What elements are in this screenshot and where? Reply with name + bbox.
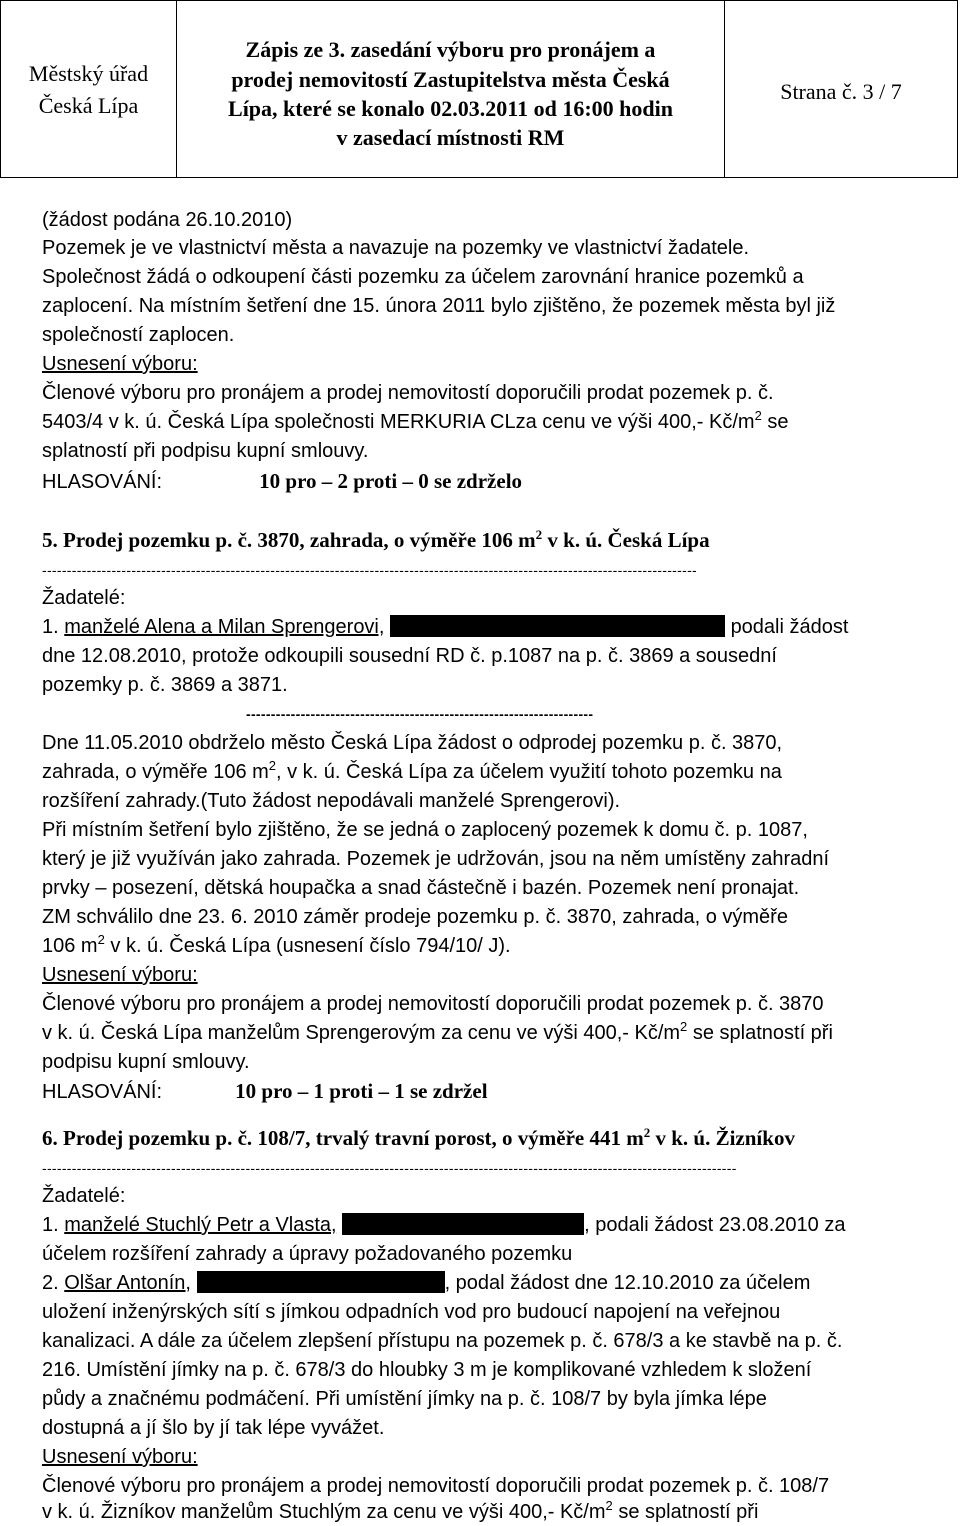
document-title-line2: prodej nemovitostí Zastupitelstva města Česká [231,67,670,92]
office-name-line2: Česká Lípa [38,93,139,118]
text-line: účelem rozšíření zahrady a úpravy požadovaného pozemku [42,1243,573,1265]
applicant-line: 2. Olšar Antonín, , podal žádost dne 12.10.2010 za účelem [42,1272,811,1294]
text-line: dne 12.08.2010, protože odkoupili sousední RD č. p.1087 na p. č. 3869 a sousední [42,645,777,667]
text-line: ZM schválilo dne 23. 6. 2010 záměr prodeje pozemku p. č. 3870, zahrada, o výměře [42,906,788,928]
redaction-block [390,615,725,637]
redaction-block [342,1213,584,1235]
applicant-name: Olšar Antonín, [64,1272,191,1294]
text-line: kanalizaci. A dále za účelem zlepšení přístupu na pozemek p. č. 678/3 a ke stavbě na p. č. [42,1330,843,1352]
document-title-line1: Zápis ze 3. zasedání výboru pro pronájem a [245,37,656,62]
applicant-line: 1. manželé Stuchlý Petr a Vlasta, , podali žádost 23.08.2010 za [42,1214,846,1236]
page-number-cell [725,1,957,177]
section-5-heading: 5. Prodej pozemku p. č. 3870, zahrada, o výměře 106 $m^2$ v k. ú. Česká Lípa [42,527,710,552]
resolution-label: Usnesení výboru: [42,1446,198,1468]
text-line: zahrada, o výměře 106 $m^2$, v k. ú. Česká Lípa za účelem využití tohoto pozemku na [42,758,782,783]
applicant-name: manželé Stuchlý Petr a Vlasta, [64,1214,337,1236]
text-line: Členové výboru pro pronájem a prodej nemovitostí doporučili prodat pozemek p. č. [42,382,774,404]
text-line: pozemky p. č. 3869 a 3871. [42,674,288,696]
text-line: společností zaplocen. [42,324,235,346]
text-line: 5403/4 v k. ú. Česká Lípa společnosti MERKURIA CLza cenu ve výši 400,- $Kč/m^2$ se [42,408,789,433]
text-line: zaplocení. Na místním šetření dne 15. února 2011 bylo zjištěno, že pozemek města byl již [42,295,836,317]
text-line: podpisu kupní smlouvy. [42,1051,250,1073]
document-header [0,0,958,178]
document-title-line4: v zasedací místnosti RM [336,125,565,150]
text-line: který je již využíván jako zahrada. Pozemek je udržován, jsou na něm umístěny zahradní [42,848,830,870]
redaction-block [197,1271,445,1293]
text-line: Členové výboru pro pronájem a prodej nemovitostí doporučili prodat pozemek p. č. 108/7 [42,1475,830,1497]
vote-label: HLASOVÁNÍ: [42,1081,163,1103]
applicant-line: 1. manželé Alena a Milan Sprengerovi, podali žádost [42,616,849,638]
document-title-line3: Lípa, které se konalo 02.03.2011 od 16:00 hodin [228,96,673,121]
dash-separator: -------------------------------------------------------------------------------------------------------------------------------------------- [42,1160,737,1176]
vote-row [42,469,522,494]
applicants-label: Žadatelé: [42,587,126,609]
dash-separator: ------------------------------------------------------------------------------------------------------------------------------------ [42,562,697,578]
text-line: Společnost žádá o odkoupení části pozemku za účelem zarovnání hranice pozemků a [42,266,804,288]
text-line: uložení inženýrských sítí s jímkou odpadních vod pro budoucí napojení na veřejnou [42,1301,781,1323]
text-line: 216. Umístění jímky na p. č. 678/3 do hloubky 3 m je komplikované vzhledem k složení [42,1359,812,1381]
resolution-label: Usnesení výboru: [42,353,198,375]
text-line: splatností při podpisu kupní smlouvy. [42,440,369,462]
text-line: Při místním šetření bylo zjištěno, že se jedná o zaplocený pozemek k domu č. p. 1087, [42,819,808,841]
page-number: Strana č. 3 / 7 [780,79,902,104]
text-line: Dne 11.05.2010 obdrželo město Česká Lípa žádost o odprodej pozemku p. č. 3870, [42,732,783,754]
title-cell [177,1,725,177]
dash-separator-short: ---------------------------------------------------------------------- [246,706,594,722]
text-line: rozšíření zahrady.(Tuto žádost nepodávali manželé Sprengerovi). [42,790,621,812]
text-line: (žádost podána 26.10.2010) [42,209,293,231]
vote-label: HLASOVÁNÍ: [42,471,163,493]
office-cell [1,1,177,177]
text-line: Členové výboru pro pronájem a prodej nemovitostí doporučili prodat pozemek p. č. 3870 [42,993,824,1015]
text-line: dostupná a jí šlo by jí tak lépe vyvážet. [42,1417,385,1439]
applicants-label: Žadatelé: [42,1185,126,1207]
text-line: 106 $m^2$ v k. ú. Česká Lípa (usnesení číslo 794/10/ J). [42,932,511,957]
text-line: v k. ú. Žizníkov manželům Stuchlým za cenu ve výši 400,- $Kč/m^2$ se splatností při [42,1498,759,1523]
vote-row [42,1079,488,1104]
text-line: prvky – posezení, dětská houpačka a snad částečně i bazén. Pozemek není pronajat. [42,877,800,899]
resolution-label: Usnesení výboru: [42,964,198,986]
office-name-line1: Městský úřad [28,61,149,86]
text-line: půdy a značnému podmáčení. Při umístění jímky na p. č. 108/7 by byla jímka lépe [42,1388,767,1410]
vote-result: 10 pro – 1 proti – 1 se zdržel [235,1079,488,1103]
text-line: v k. ú. Česká Lípa manželům Sprengerovým za cenu ve výši 400,- $Kč/m^2$ se splatností při [42,1019,833,1044]
text-line: Pozemek je ve vlastnictví města a navazuje na pozemky ve vlastnictví žadatele. [42,237,750,259]
vote-result: 10 pro – 2 proti – 0 se zdrželo [259,469,523,493]
section-6-heading: 6. Prodej pozemku p. č. 108/7, trvalý travní porost, o výměře 441 $m^2$ v k. ú. Žizníkov [42,1125,795,1150]
applicant-name: manželé Alena a Milan Sprengerovi, [64,616,385,638]
